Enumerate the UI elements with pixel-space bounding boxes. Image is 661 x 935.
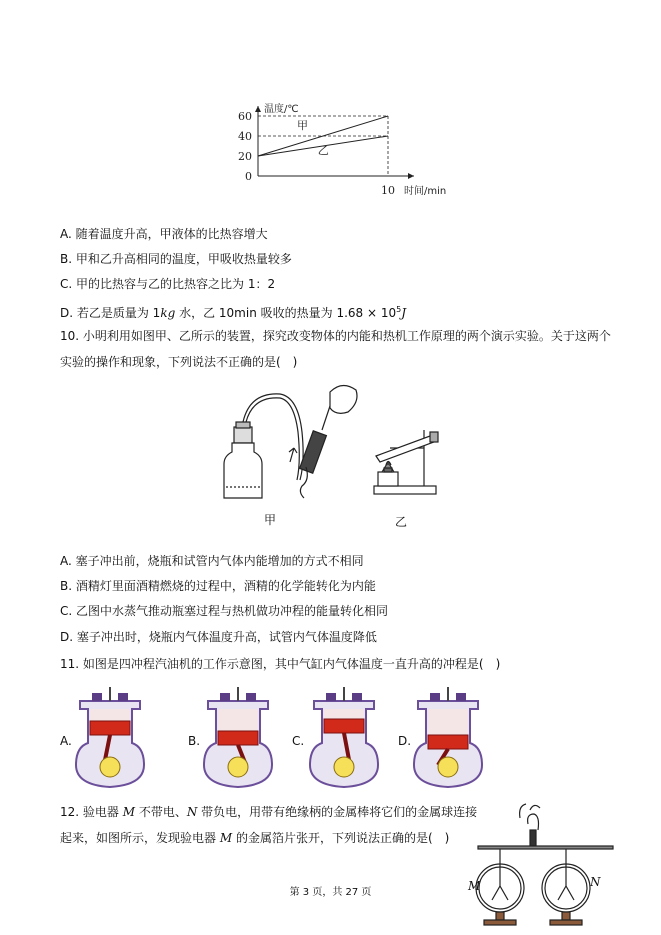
q11-label-a: A. (60, 734, 72, 748)
q9-option-d: D. 若乙是质量为 1kg 水，乙 10min 吸收的热量为 $1.68 \times 10^5J$ (60, 305, 407, 320)
exhaust-valve (352, 693, 362, 701)
engine-diagram-c (304, 685, 384, 790)
crankshaft (228, 757, 248, 777)
intake-valve (92, 693, 102, 701)
piston (428, 735, 468, 749)
page-footer: 第 3 页，共 27 页 (289, 887, 372, 898)
q10-apparatus-figure (210, 372, 450, 532)
q10-stem-line1: 10. 小明利用如图甲、乙所示的装置，探究改变物体的内能和热机工作原理的两个演示实验。关于这两个 (60, 329, 611, 343)
test-tube-apparatus (374, 430, 438, 494)
crankshaft (334, 757, 354, 777)
cylinder-gas (324, 709, 364, 719)
piston (218, 731, 258, 745)
engine-diagram-a (70, 685, 150, 790)
x-axis-label: 时间/min (404, 186, 447, 197)
piston (90, 721, 130, 735)
cylinder-gas (428, 709, 468, 735)
exhaust-valve (456, 693, 466, 701)
crankshaft (438, 757, 458, 777)
cylinder-gas (90, 709, 130, 721)
q10-option-c: C. 乙图中水蒸气推动瓶塞过程与热机做功冲程的能量转化相同 (60, 604, 389, 618)
series-label-yi: 乙 (317, 144, 329, 157)
engine-diagram-d (408, 685, 488, 790)
exhaust-valve (246, 693, 256, 701)
y-tick-label: 60 (238, 110, 252, 123)
y-axis-arrow (255, 106, 261, 112)
flask-apparatus (224, 385, 357, 498)
intake-valve (220, 693, 230, 701)
q11-label-c: C. (292, 734, 305, 748)
q9-option-b: B. 甲和乙升高相同的温度，甲吸收热量较多 (60, 252, 292, 266)
q12-stem-line1: 12. 验电器 M 不带电、N 带负电，用带有绝缘柄的金属棒将它们的金属球连接 (60, 805, 478, 819)
piston (324, 719, 364, 733)
x-axis-arrow (408, 173, 414, 179)
q11-label-b: B. (188, 734, 201, 748)
q11-label-d: D. (398, 734, 412, 748)
q9-option-a: A. 随着温度升高，甲液体的比热容增大 (60, 227, 268, 241)
cylinder-gas (218, 709, 258, 731)
q9-option-c: C. 甲的比热容与乙的比热容之比为 1：2 (60, 277, 276, 291)
intake-valve (430, 693, 440, 701)
fig-label-jia: 甲 (264, 513, 277, 527)
label-m: M (468, 879, 481, 893)
y-axis-label: 温度/℃ (264, 104, 299, 115)
q12-stem-line2: 起来，如图所示，发现验电器 M 的金属箔片张开，下列说法正确的是( ) (60, 831, 450, 845)
exhaust-valve (118, 693, 128, 701)
fig-label-yi: 乙 (395, 515, 408, 529)
y-tick-label: 0 (245, 170, 252, 183)
label-n: N (590, 875, 601, 889)
series-label-jia: 甲 (297, 119, 308, 132)
y-tick-label: 40 (238, 130, 252, 143)
q11-stem: 11. 如图是四冲程汽油机的工作示意图，其中气缸内气体温度一直升高的冲程是( ) (60, 657, 501, 671)
q10-option-a: A. 塞子冲出前，烧瓶和试管内气体内能增加的方式不相同 (60, 554, 364, 568)
x-tick-label: 10 (381, 184, 395, 197)
temperature-time-graph (230, 80, 447, 205)
q10-option-d: D. 塞子冲出时，烧瓶内气体温度升高，试管内气体温度降低 (60, 630, 377, 644)
intake-valve (326, 693, 336, 701)
q10-option-b: B. 酒精灯里面酒精燃烧的过程中，酒精的化学能转化为内能 (60, 579, 376, 593)
q10-stem-line2: 实验的操作和现象，下列说法不正确的是( ) (60, 355, 298, 369)
electroscope-figure (468, 800, 618, 935)
y-tick-label: 20 (238, 150, 252, 163)
engine-diagram-b (198, 685, 278, 790)
crankshaft (100, 757, 120, 777)
